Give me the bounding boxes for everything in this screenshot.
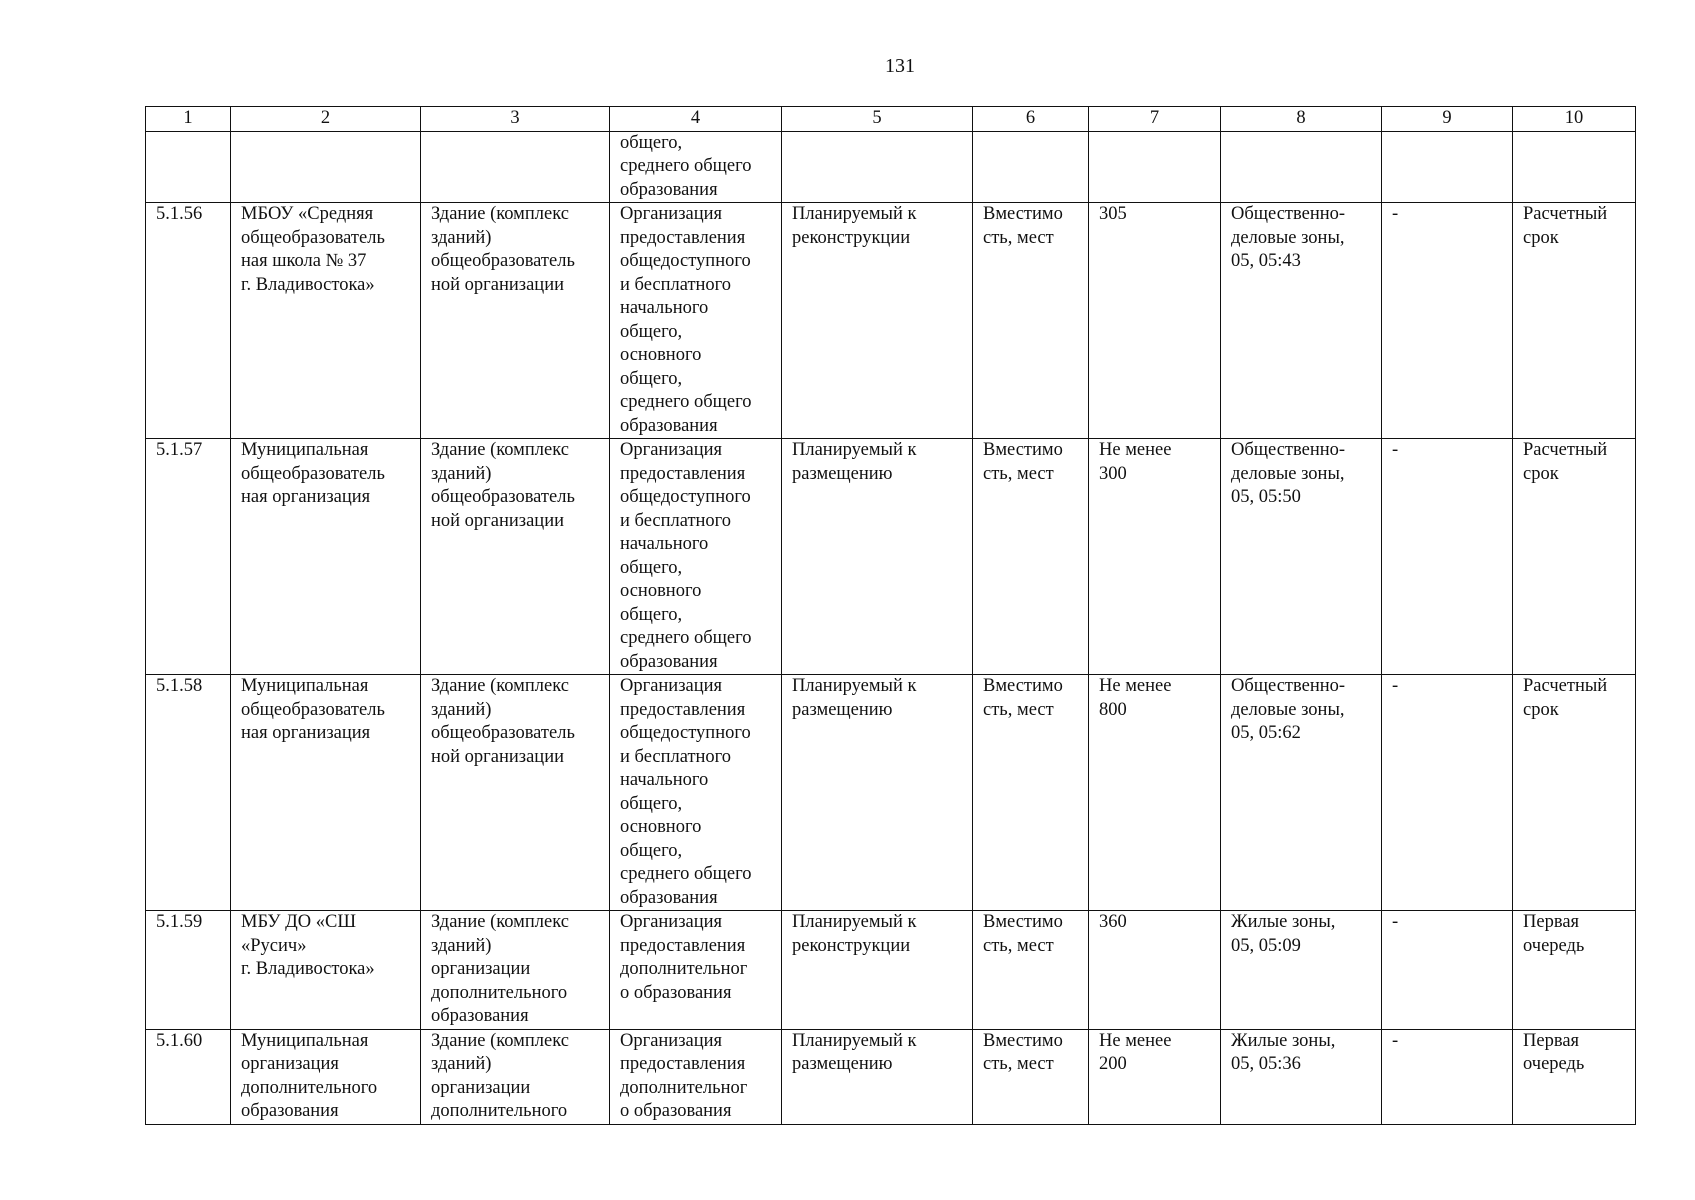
cell-object-name: МБУ ДО «СШ «Русич» г. Владивостока» bbox=[231, 911, 421, 1030]
cell-number: 5.1.59 bbox=[146, 911, 231, 1030]
cell-parameter: Вместимо сть, мест bbox=[973, 675, 1089, 911]
cell-term: Расчетный срок bbox=[1513, 203, 1636, 439]
cell-number: 5.1.57 bbox=[146, 439, 231, 675]
cell-term: Первая очередь bbox=[1513, 911, 1636, 1030]
cell-object-name: Муниципальная общеобразователь ная организация bbox=[231, 675, 421, 911]
column-header: 9 bbox=[1382, 107, 1513, 132]
cell-object-name: МБОУ «Средняя общеобразователь ная школа № 37 г. Владивостока» bbox=[231, 203, 421, 439]
cell-value: Не менее 800 bbox=[1089, 675, 1221, 911]
page-number: 131 bbox=[885, 55, 915, 77]
cell-status bbox=[782, 131, 973, 203]
cell-purpose: общего, среднего общего образования bbox=[610, 131, 782, 203]
cell-number: 5.1.56 bbox=[146, 203, 231, 439]
cell-parameter bbox=[973, 131, 1089, 203]
cell-object-type bbox=[421, 131, 610, 203]
column-header: 2 bbox=[231, 107, 421, 132]
cell-purpose: Организация предоставления общедоступного и бесплатного начального общего, основного общего, среднего общего образования bbox=[610, 203, 782, 439]
cell-object-name: Муниципальная организация дополнительного образования bbox=[231, 1029, 421, 1124]
cell-col9: - bbox=[1382, 203, 1513, 439]
cell-status: Планируемый к размещению bbox=[782, 675, 973, 911]
column-header: 1 bbox=[146, 107, 231, 132]
cell-number: 5.1.60 bbox=[146, 1029, 231, 1124]
cell-object-type: Здание (комплекс зданий) организации дополнительного образования bbox=[421, 911, 610, 1030]
cell-value: Не менее 300 bbox=[1089, 439, 1221, 675]
cell-parameter: Вместимо сть, мест bbox=[973, 911, 1089, 1030]
table-row-continuation bbox=[146, 131, 1636, 203]
cell-term: Расчетный срок bbox=[1513, 439, 1636, 675]
cell-value: Не менее 200 bbox=[1089, 1029, 1221, 1124]
cell-object-name bbox=[231, 131, 421, 203]
cell-purpose: Организация предоставления дополнительног о образования bbox=[610, 1029, 782, 1124]
cell-term bbox=[1513, 131, 1636, 203]
cell-value: 360 bbox=[1089, 911, 1221, 1030]
cell-object-type: Здание (комплекс зданий) общеобразователь ной организации bbox=[421, 439, 610, 675]
cell-zone: Общественно- деловые зоны, 05, 05:62 bbox=[1221, 675, 1382, 911]
cell-object-type: Здание (комплекс зданий) организации дополнительного bbox=[421, 1029, 610, 1124]
cell-term: Расчетный срок bbox=[1513, 675, 1636, 911]
cell-term: Первая очередь bbox=[1513, 1029, 1636, 1124]
cell-object-type: Здание (комплекс зданий) общеобразователь ной организации bbox=[421, 675, 610, 911]
cell-zone: Жилые зоны, 05, 05:09 bbox=[1221, 911, 1382, 1030]
cell-col9: - bbox=[1382, 911, 1513, 1030]
cell-status: Планируемый к размещению bbox=[782, 1029, 973, 1124]
cell-col9: - bbox=[1382, 675, 1513, 911]
column-header: 4 bbox=[610, 107, 782, 132]
cell-parameter: Вместимо сть, мест bbox=[973, 1029, 1089, 1124]
table-row bbox=[146, 203, 1636, 439]
cell-zone: Общественно- деловые зоны, 05, 05:50 bbox=[1221, 439, 1382, 675]
column-header: 7 bbox=[1089, 107, 1221, 132]
cell-col9 bbox=[1382, 131, 1513, 203]
cell-purpose: Организация предоставления общедоступного и бесплатного начального общего, основного общего, среднего общего образования bbox=[610, 675, 782, 911]
planned-objects-table bbox=[145, 106, 1636, 1125]
cell-object-name: Муниципальная общеобразователь ная организация bbox=[231, 439, 421, 675]
cell-purpose: Организация предоставления общедоступного и бесплатного начального общего, основного общего, среднего общего образования bbox=[610, 439, 782, 675]
cell-status: Планируемый к реконструкции bbox=[782, 203, 973, 439]
cell-zone bbox=[1221, 131, 1382, 203]
cell-purpose: Организация предоставления дополнительног о образования bbox=[610, 911, 782, 1030]
cell-number bbox=[146, 131, 231, 203]
cell-zone: Общественно- деловые зоны, 05, 05:43 bbox=[1221, 203, 1382, 439]
table-row bbox=[146, 911, 1636, 1030]
table-row bbox=[146, 439, 1636, 675]
column-header: 3 bbox=[421, 107, 610, 132]
cell-col9: - bbox=[1382, 439, 1513, 675]
cell-object-type: Здание (комплекс зданий) общеобразователь ной организации bbox=[421, 203, 610, 439]
column-header: 5 bbox=[782, 107, 973, 132]
cell-value: 305 bbox=[1089, 203, 1221, 439]
cell-parameter: Вместимо сть, мест bbox=[973, 203, 1089, 439]
column-header: 6 bbox=[973, 107, 1089, 132]
cell-value bbox=[1089, 131, 1221, 203]
cell-col9: - bbox=[1382, 1029, 1513, 1124]
cell-parameter: Вместимо сть, мест bbox=[973, 439, 1089, 675]
cell-status: Планируемый к реконструкции bbox=[782, 911, 973, 1030]
cell-zone: Жилые зоны, 05, 05:36 bbox=[1221, 1029, 1382, 1124]
cell-status: Планируемый к размещению bbox=[782, 439, 973, 675]
cell-number: 5.1.58 bbox=[146, 675, 231, 911]
column-header: 10 bbox=[1513, 107, 1636, 132]
table-row bbox=[146, 1029, 1636, 1124]
table-row bbox=[146, 675, 1636, 911]
column-number-row bbox=[146, 107, 1636, 132]
column-header: 8 bbox=[1221, 107, 1382, 132]
